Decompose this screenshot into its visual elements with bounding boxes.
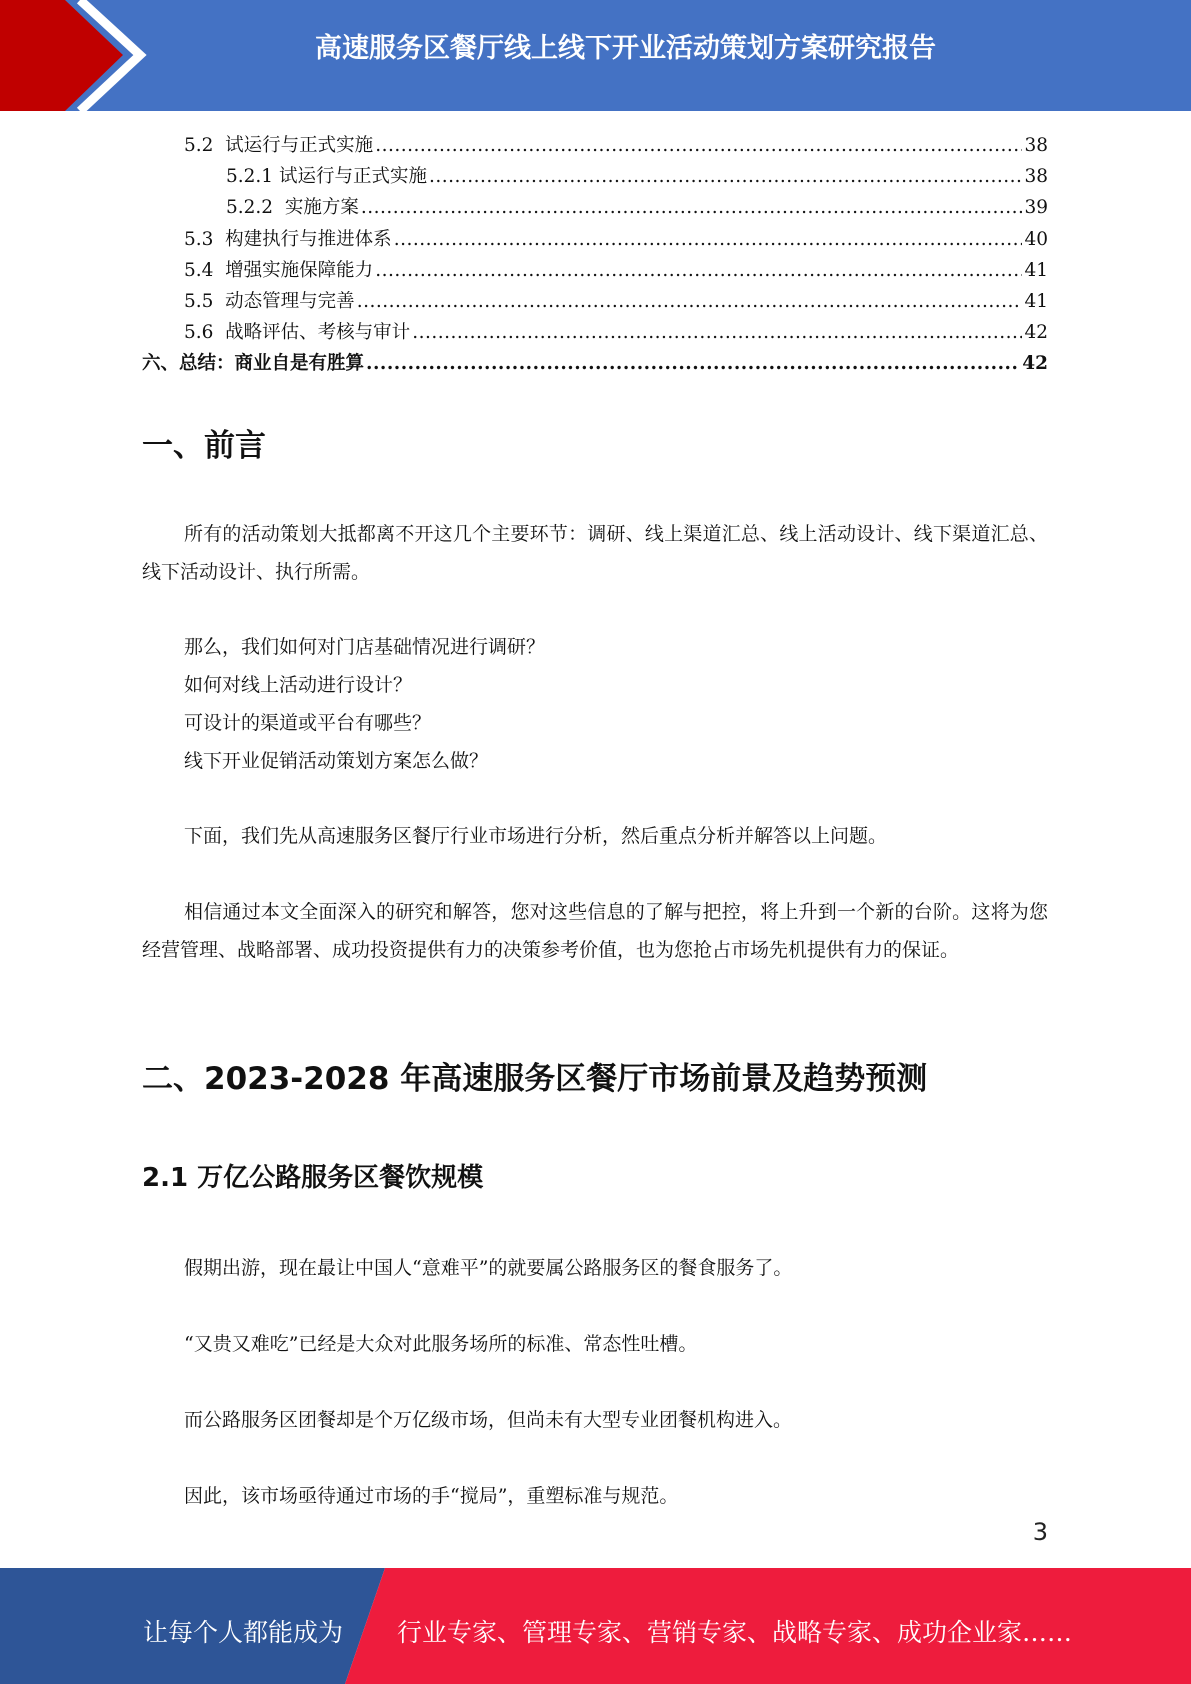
toc-entry-label: 5.6 战略评估、考核与审计 <box>184 322 411 344</box>
toc-entry-label: 5.2 试运行与正式实施 <box>184 135 374 156</box>
toc-entry-label: 5.3 构建执行与推进体系 <box>184 228 392 250</box>
toc-entry[interactable] <box>142 161 1048 192</box>
toc-entry-label: 5.4 增强实施保障能力 <box>184 259 374 281</box>
toc-leader <box>366 348 1020 379</box>
table-of-contents <box>142 130 1048 380</box>
toc-entry-page: 41 <box>1024 259 1048 281</box>
toc-leader <box>361 192 1023 223</box>
page-number: 3 <box>1032 1518 1048 1546</box>
toc-entry[interactable] <box>142 255 1048 286</box>
toc-entry-page: 38 <box>1024 166 1048 188</box>
paragraph: “又贵又难吃”已经是大众对此服务场所的标准、常态性吐槽。 <box>184 1333 698 1355</box>
toc-entry-page: 39 <box>1024 197 1048 219</box>
toc-entry-page: 38 <box>1024 135 1048 156</box>
section-heading-preface: 一、前言 <box>142 428 266 464</box>
toc-entry[interactable] <box>142 224 1048 255</box>
question-line: 可设计的渠道或平台有哪些？ <box>184 712 432 734</box>
section-heading-forecast: 二、2023-2028 年高速服务区餐厅市场前景及趋势预测 <box>142 1061 928 1097</box>
toc-leader <box>375 130 1022 161</box>
toc-entry[interactable] <box>142 192 1048 223</box>
toc-entry[interactable] <box>142 317 1048 348</box>
toc-entry-label: 5.2.1 试运行与正式实施 <box>226 166 427 188</box>
toc-entry-page: 40 <box>1024 228 1048 250</box>
subsection-heading: 2.1 万亿公路服务区餐饮规模 <box>142 1163 484 1193</box>
paragraph: 所有的活动策划大抵都离不开这几个主要环节：调研、线上渠道汇总、线上活动设计、线下渠道汇总、线下活动设计、执行所需。 <box>142 523 1048 583</box>
toc-entry[interactable] <box>142 286 1048 317</box>
paragraph: 假期出游，现在最让中国人“意难平”的就要属公路服务区的餐食服务了。 <box>184 1257 793 1279</box>
paragraph: 下面，我们先从高速服务区餐厅行业市场进行分析，然后重点分析并解答以上问题。 <box>184 825 888 847</box>
toc-entry-label: 5.2.2 实施方案 <box>226 197 359 219</box>
toc-leader <box>429 161 1022 192</box>
footer-slogan-left: 让每个人都能成为 <box>143 1618 344 1647</box>
page-header <box>0 0 1191 111</box>
paragraph: 因此，该市场亟待通过市场的手“搅局”，重塑标准与规范。 <box>184 1485 679 1507</box>
toc-entry-page: 42 <box>1024 322 1048 344</box>
toc-entry[interactable] <box>142 130 1048 161</box>
paragraph: 相信通过本文全面深入的研究和解答，您对这些信息的了解与把控，将上升到一个新的台阶。这将为您经营管理、战略部署、成功投资提供有力的决策参考价值，也为您抢占市场先机提供有力的保证。 <box>142 901 1048 961</box>
header-title: 高速服务区餐厅线上线下开业活动策划方案研究报告 <box>315 33 936 64</box>
question-line: 线下开业促销活动策划方案怎么做？ <box>184 750 489 772</box>
page-footer <box>0 1568 1191 1684</box>
footer-slogan-right: 行业专家、管理专家、营销专家、战略专家、成功企业家…… <box>397 1618 1073 1647</box>
toc-entry-page: 42 <box>1022 353 1048 375</box>
paragraph: 而公路服务区团餐却是个万亿级市场，但尚未有大型专业团餐机构进入。 <box>184 1409 793 1431</box>
toc-leader <box>412 317 1022 348</box>
toc-leader <box>394 224 1023 255</box>
question-line: 如何对线上活动进行设计？ <box>184 674 413 696</box>
toc-leader <box>375 255 1022 286</box>
question-line: 那么，我们如何对门店基础情况进行调研？ <box>184 636 546 658</box>
toc-leader <box>357 286 1023 317</box>
toc-entry[interactable] <box>142 348 1048 379</box>
toc-entry-label: 六、总结：商业自是有胜算 <box>142 353 365 375</box>
toc-entry-label: 5.5 动态管理与完善 <box>184 290 355 312</box>
toc-entry-page: 41 <box>1024 290 1048 312</box>
